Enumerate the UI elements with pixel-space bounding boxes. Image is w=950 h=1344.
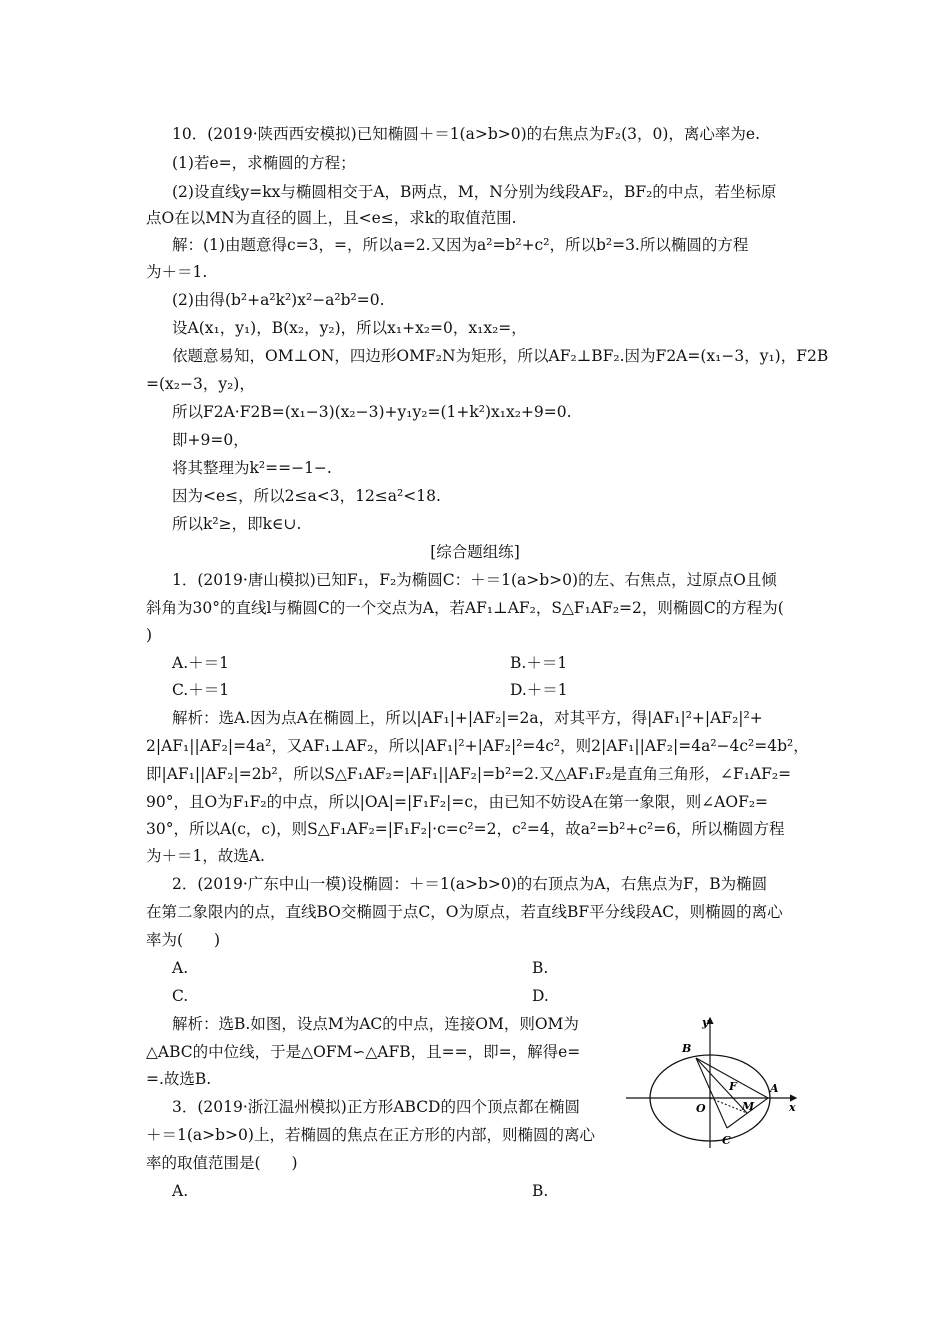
solution-10-line: =(x₂−3，y₂)， (146, 375, 255, 393)
question-3-option-b: B. (532, 1182, 549, 1200)
point-M-label: M (742, 1100, 755, 1113)
point-F-label: F (729, 1080, 737, 1093)
solution-10-line: 所以k²≥，即k∈∪. (172, 515, 302, 533)
question-1-option-d: D.＋＝1 (510, 681, 568, 699)
analysis-1-line: 即|AF₁||AF₂|=2b²，所以S△F₁AF₂=|AF₁||AF₂|=b²=2.又△AF₁F₂是直角三角形，∠F₁AF₂= (146, 765, 792, 783)
question-1-option-a: A.＋＝1 (172, 654, 229, 672)
question-1-option-c: C.＋＝1 (172, 681, 230, 699)
solution-10-line: 将其整理为k²==−1−. (172, 459, 332, 477)
analysis-1-line: 30°，所以A(c，c)，则S△F₁AF₂=|F₁F₂|·c=c²=2，c²=4，故a²=b²+c²=6，所以椭圆方程 (146, 820, 785, 838)
y-axis-label: y (702, 1016, 709, 1029)
question-2-option-d: D. (532, 987, 549, 1005)
question-1-stem-cont: ) (146, 626, 153, 644)
x-axis-label: x (789, 1101, 796, 1114)
solution-10-line: 为＋＝1. (146, 263, 208, 281)
solution-10-line: 因为<e≤，所以2≤a<3，12≤a²<18. (172, 487, 441, 505)
solution-10-line: 即+9=0， (172, 431, 249, 449)
question-1-stem: 1．(2019·唐山模拟)已知F₁，F₂为椭圆C：＋＝1(a>b>0)的左、右焦点，过原点O且倾 (172, 571, 777, 589)
problem-10-part1: (1)若e=，求椭圆的方程； (172, 154, 356, 172)
point-B-label: B (682, 1042, 692, 1055)
question-2-option-c: C. (172, 987, 189, 1005)
question-1-option-b: B.＋＝1 (510, 654, 568, 672)
solution-10-line: 解：(1)由题意得c=3，=，所以a=2.又因为a²=b²+c²，所以b²=3.所以椭圆的方程 (172, 236, 749, 254)
point-A-label: A (770, 1082, 779, 1095)
segment-BC (696, 1058, 727, 1128)
question-2-option-a: A. (172, 959, 189, 977)
ellipse-figure (626, 1012, 806, 1152)
analysis-1-line: 2|AF₁||AF₂|=4a²，又AF₁⊥AF₂，所以|AF₁|²+|AF₂|²=4c²，则2|AF₁||AF₂|=4a²−4c²=4b²， (146, 737, 809, 755)
question-2-stem: 2．(2019·广东中山一模)设椭圆：＋＝1(a>b>0)的右顶点为A，右焦点为F，B为椭圆 (172, 875, 768, 893)
question-3-option-a: A. (172, 1182, 189, 1200)
analysis-2-line: 解析：选B.如图，设点M为AC的中点，连接OM，则OM为 (172, 1015, 579, 1033)
analysis-1-line: 90°，且O为F₁F₂的中点，所以|OA|=|F₁F₂|=c，由已知不妨设A在第一象限，则∠AOF₂= (146, 793, 769, 811)
analysis-2-line: =.故选B. (146, 1070, 212, 1088)
question-2-stem-cont: 率为( ) (146, 931, 221, 949)
question-3-stem: 3．(2019·浙江温州模拟)正方形ABCD的四个顶点都在椭圆 (172, 1098, 580, 1116)
problem-10-part2-cont: 点O在以MN为直径的圆上，且<e≤，求k的取值范围. (146, 209, 517, 227)
solution-10-line: (2)由得(b²+a²k²)x²−a²b²=0. (172, 291, 385, 309)
solution-10-line: 所以F2A·F2B=(x₁−3)(x₂−3)+y₁y₂=(1+k²)x₁x₂+9=0. (172, 403, 572, 421)
analysis-2-line: △ABC的中位线，于是△OFM∽△AFB，且==，即=，解得e= (146, 1043, 581, 1061)
question-2-stem-cont: 在第二象限内的点，直线BO交椭圆于点C，O为原点，若直线BF平分线段AC，则椭圆的离心 (146, 903, 783, 921)
question-2-option-b: B. (532, 959, 549, 977)
question-3-stem-cont: ＋＝1(a>b>0)上，若椭圆的焦点在正方形的内部，则椭圆的离心 (146, 1126, 595, 1144)
point-C-label: C (722, 1134, 731, 1147)
question-1-stem-cont: 斜角为30°的直线l与椭圆C的一个交点为A，若AF₁⊥AF₂，S△F₁AF₂=2，则椭圆C的方程为( (146, 599, 784, 617)
section-title: [综合题组练] (430, 543, 520, 561)
problem-10-stem: 10．(2019·陕西西安模拟)已知椭圆＋＝1(a>b>0)的右焦点为F₂(3，0)，离心率为e. (172, 125, 761, 143)
analysis-1-line: 解析：选A.因为点A在椭圆上，所以|AF₁|+|AF₂|=2a，对其平方，得|AF₁|²+|AF₂|²+ (172, 709, 763, 727)
solution-10-line: 设A(x₁，y₁)，B(x₂，y₂)，所以x₁+x₂=0，x₁x₂=， (172, 319, 527, 337)
solution-10-line: 依题意易知，OM⊥ON，四边形OMF₂N为矩形，所以AF₂⊥BF₂.因为F2A=(x₁−3，y₁)，F2B (172, 347, 829, 365)
point-O-label: O (696, 1102, 706, 1115)
question-3-stem-cont: 率的取值范围是( ) (146, 1154, 298, 1172)
analysis-1-line: 为＋＝1，故选A. (146, 847, 265, 865)
problem-10-part2: (2)设直线y=kx与椭圆相交于A，B两点，M，N分别为线段AF₂，BF₂的中点，若坐标原 (172, 183, 777, 201)
